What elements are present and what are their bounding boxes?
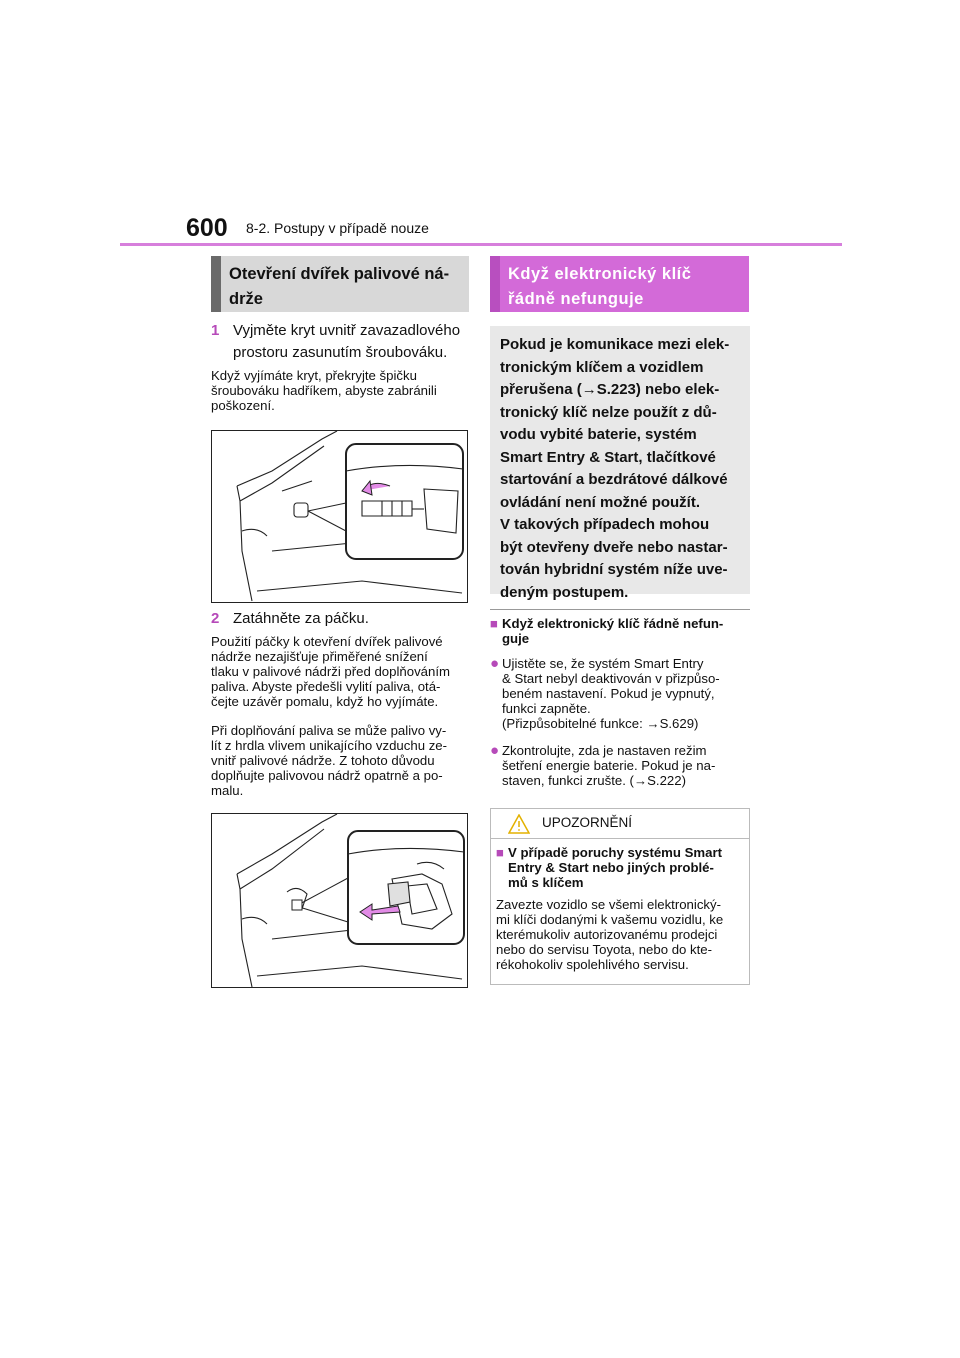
intro-line: přerušena (→S.223) nebo elek- bbox=[500, 381, 720, 398]
intro-line: tronický klíč nelze použít z dů- bbox=[500, 403, 717, 421]
bullet-2-line: šetření energie baterie. Pokud je na- bbox=[502, 758, 716, 773]
warning-body-line: kterémukoliv autorizovanému prodejci bbox=[496, 927, 718, 942]
round-bullet-icon: ● bbox=[490, 655, 500, 672]
step-1-text-line2: prostoru zasunutím šroubováku. bbox=[233, 344, 448, 361]
note-3-line: lít z hrdla vlivem unikajícího vzduchu ze- bbox=[211, 738, 448, 753]
subheading bbox=[490, 616, 752, 646]
divider bbox=[490, 609, 750, 610]
intro-line: deným postupem. bbox=[500, 583, 629, 601]
note-3 bbox=[211, 723, 473, 798]
note-1-line3: poškození. bbox=[211, 398, 275, 413]
header-rule bbox=[120, 243, 842, 246]
warning-label: UPOZORNĚNÍ bbox=[542, 815, 633, 830]
step-1-number: 1 bbox=[211, 322, 220, 339]
warning-body-line: mi klíči dodanými k vašemu vozidlu, ke bbox=[496, 912, 724, 927]
step-2 bbox=[211, 608, 471, 630]
section-title-line2: řádně nefunguje bbox=[508, 290, 644, 308]
square-bullet-icon: ■ bbox=[490, 616, 498, 631]
note-2-line: paliva. Abyste předešli vylití paliva, otá- bbox=[211, 679, 441, 694]
intro-line: vodu vybité baterie, systém bbox=[500, 426, 697, 443]
intro-line: být otevřeny dveře nebo nastar- bbox=[500, 538, 728, 556]
warning-heading-line2: Entry & Start nebo jiných problé- bbox=[508, 860, 714, 875]
chapter-title: 8-2. Postupy v případě nouze bbox=[246, 220, 429, 236]
intro-line: ovládání není možné použít. bbox=[500, 493, 701, 511]
intro-box bbox=[490, 326, 750, 601]
warning-body-line: rékohokoliv spolehlivého servisu. bbox=[496, 957, 689, 972]
intro-line: tován hybridní systém níže uve- bbox=[500, 561, 728, 578]
intro-line: Smart Entry & Start, tlačítkové bbox=[500, 448, 716, 466]
note-3-line: Při doplňování paliva se může palivo vy- bbox=[211, 723, 447, 738]
note-2-line: nádrže nezajišťuje přiměřené snížení bbox=[211, 649, 428, 664]
note-3-line: doplňujte palivovou nádrž opatrně a po- bbox=[211, 768, 443, 783]
note-3-line: malu. bbox=[211, 783, 244, 798]
step-1 bbox=[211, 320, 471, 364]
bullet-1-line: beném nastavení. Pokud je vypnutý, bbox=[502, 686, 715, 701]
square-bullet-icon: ■ bbox=[496, 845, 504, 860]
section-title-electronic-key bbox=[490, 256, 749, 312]
illustration-remove-cover bbox=[211, 430, 468, 603]
warning-body bbox=[496, 897, 748, 972]
subheading-line2: guje bbox=[502, 631, 530, 646]
subheading-line1: Když elektronický klíč řádně nefun- bbox=[502, 616, 724, 631]
warning-heading-line3: mů s klíčem bbox=[508, 875, 584, 890]
note-1 bbox=[211, 368, 471, 413]
note-2-line: čejte uzávěr pomalu, když ho vyjímáte. bbox=[211, 694, 439, 709]
bullet-1-line: & Start nebyl deaktivován v přizpůso- bbox=[502, 671, 720, 686]
bullet-2 bbox=[490, 743, 752, 788]
note-1-line1: Když vyjímáte kryt, překryjte špičku bbox=[211, 368, 417, 383]
fuel-lever-drawing bbox=[212, 814, 467, 987]
bullet-2-line: Zkontrolujte, zda je nastaven režim bbox=[502, 743, 707, 758]
warning-heading bbox=[496, 845, 748, 890]
step-2-text: Zatáhněte za páčku. bbox=[233, 610, 369, 627]
intro-line: V takových případech mohou bbox=[500, 516, 710, 533]
warning-body-line: nebo do servisu Toyota, nebo do kte- bbox=[496, 942, 713, 957]
bullet-1-line: Ujistěte se, že systém Smart Entry bbox=[502, 656, 704, 671]
section-title-line1: Když elektronický klíč bbox=[508, 265, 692, 283]
note-2-line: Použití páčky k otevření dvířek palivové bbox=[211, 634, 443, 649]
round-bullet-icon: ● bbox=[490, 742, 500, 759]
bullet-2-line: staven, funkci zrušte. (→S.222) bbox=[502, 773, 686, 788]
bullet-1-line: (Přizpůsobitelné funkce: →S.629) bbox=[502, 716, 699, 731]
warning-heading-line1: V případě poruchy systému Smart bbox=[508, 845, 722, 860]
intro-line: tronickým klíčem a vozidlem bbox=[500, 358, 704, 376]
note-2-line: tlaku v palivové nádrži před doplňováním bbox=[211, 664, 450, 679]
step-1-text-line1: Vyjměte kryt uvnitř zavazadlového bbox=[233, 322, 461, 339]
intro-line: startování a bezdrátové dálkové bbox=[500, 471, 728, 488]
bullet-1 bbox=[490, 656, 752, 731]
bullet-1-line: funkci zapněte. bbox=[502, 701, 591, 716]
step-2-number: 2 bbox=[211, 610, 220, 627]
illustration-pull-lever bbox=[211, 813, 468, 988]
warning-header bbox=[490, 808, 750, 839]
note-2 bbox=[211, 634, 473, 709]
page-number: 600 bbox=[186, 214, 228, 242]
warning-body-line: Zavezte vozidlo se všemi elektronický- bbox=[496, 897, 721, 912]
note-3-line: vnitř palivové nádrže. Z tohoto důvodu bbox=[211, 753, 435, 768]
trunk-cover-drawing bbox=[212, 431, 467, 602]
section-title-fuel-door: Otevření dvířek palivové ná- drže bbox=[211, 256, 469, 312]
note-1-line2: šroubováku hadříkem, abyste zabránili bbox=[211, 383, 437, 398]
warning-triangle-icon bbox=[508, 814, 530, 834]
intro-line: Pokud je komunikace mezi elek- bbox=[500, 336, 730, 353]
